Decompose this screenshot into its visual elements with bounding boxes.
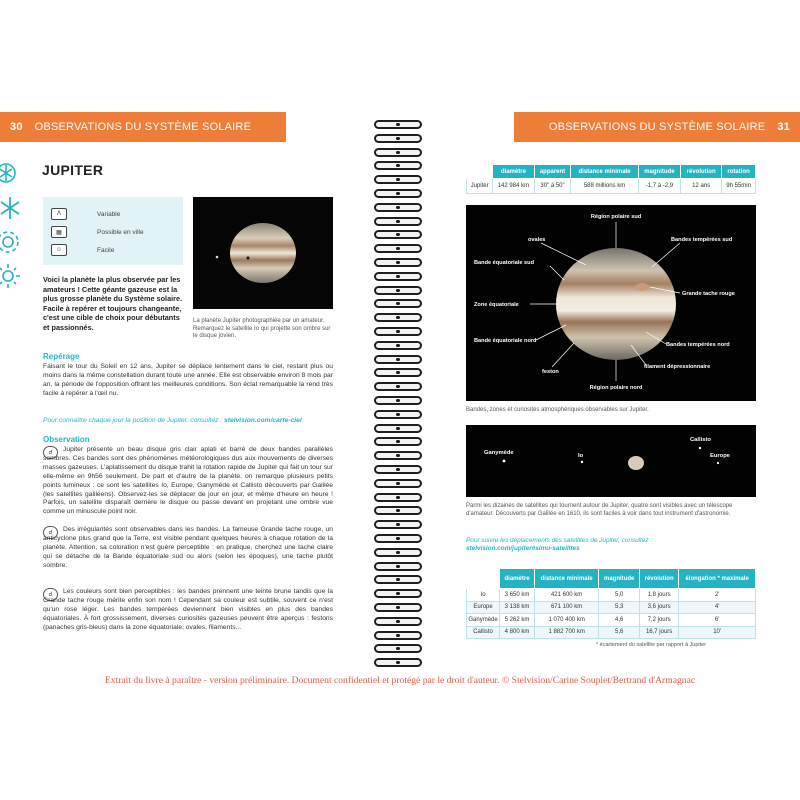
table-cell: Jupiter	[467, 179, 493, 194]
satellites-graphic	[466, 425, 756, 497]
spiral-ring	[374, 382, 422, 391]
satellites-caption: Parmi les dizaines de satellites qui tournent autour de Jupiter, quatre sont visibles avec un télescope d'amateur. Découverts par Galilée en 1610, ils sont faciles à voir dans tout instrument d'astronomie.	[466, 503, 733, 517]
label-temperate-north: Bandes tempérées nord	[666, 342, 730, 348]
jupiter-annotated-graphic	[466, 205, 756, 401]
table-header-row	[467, 165, 756, 179]
table-header-cell: distance minimale	[534, 569, 598, 589]
label-festoon: feston	[542, 369, 559, 375]
table-header-cell: distance minimale	[571, 165, 638, 179]
table-cell: -1,7 à -2,9	[638, 179, 681, 194]
satellites-simulation-link[interactable]: stelvision.com/jupiter#simu-satellites	[466, 545, 580, 553]
jupiter-photo	[193, 197, 333, 309]
table-cell: 4,6	[599, 614, 640, 627]
binoculars-icon: ☺	[51, 244, 67, 256]
spiral-ring	[374, 410, 422, 419]
photo-caption: La planète Jupiter photographiée par un amateur. Remarquez le satellite Io qui projette son ombre sur le disque jovien.	[193, 318, 331, 339]
spiral-ring	[374, 520, 422, 529]
left-page-header	[0, 112, 286, 142]
spiral-ring	[374, 341, 422, 350]
label-temperate-south: Bandes tempérées sud	[671, 237, 733, 243]
table-row	[467, 589, 756, 602]
table-header-cell: apparent	[534, 165, 571, 179]
snowflake-outline-icon	[0, 157, 22, 191]
spiral-ring	[374, 230, 422, 239]
season-icons	[0, 157, 22, 293]
table-cell: 671 100 km	[534, 601, 598, 614]
satellites-link-block	[466, 537, 756, 553]
info-label: Possible en ville	[97, 228, 144, 236]
table-cell: 10'	[679, 626, 756, 639]
table-footnote: * écartement du satellite par rapport à Jupiter	[596, 642, 707, 648]
spiral-ring	[374, 617, 422, 626]
label-io: Io	[578, 453, 584, 459]
section-reperage-title: Repérage	[43, 352, 80, 361]
right-section-title: OBSERVATIONS DU SYSTÈME SOLAIRE	[548, 121, 766, 133]
spiral-ring	[374, 258, 422, 267]
spiral-ring	[374, 575, 422, 584]
table-cell: Io	[467, 589, 500, 602]
gear-flower-icon	[0, 225, 22, 259]
label-europe: Europe	[710, 453, 730, 459]
section-observation-title: Observation	[43, 435, 90, 444]
spiral-ring	[374, 534, 422, 543]
jupiter-data-table	[466, 164, 756, 194]
table-cell: 6'	[679, 614, 756, 627]
table-cell: 588 millions km	[571, 179, 638, 194]
intro-paragraph: Voici la planète la plus observée par les amateurs ! Cette géante gazeuse est la plus grosse planète du Système solaire. Facile à repérer et toujours changeante, c'est une cible de choix pour débutants et passionnés.	[43, 275, 183, 332]
label-ovals: ovales	[528, 237, 546, 243]
info-row-city	[51, 223, 175, 241]
info-row-difficulty	[51, 241, 175, 259]
spiral-ring	[374, 217, 422, 226]
table-cell: 4'	[679, 601, 756, 614]
spiral-ring	[374, 437, 422, 446]
spiral-ring	[374, 355, 422, 364]
spiral-ring	[374, 299, 422, 308]
spiral-ring	[374, 451, 422, 460]
info-label: Facile	[97, 246, 115, 254]
table-row	[467, 626, 756, 639]
spiral-ring	[374, 493, 422, 502]
table-cell: 5 262 km	[500, 614, 535, 627]
table-cell: 1 070 400 km	[534, 614, 598, 627]
observation-paragraph-3: Les couleurs sont bien perceptibles : les bandes prennent une teinte brune tandis que la Grande tache rouge mérite enfin son nom ! Cependant sa couleur est subtile, souvent ce n'est qu'un rose léger. Les bandes tempérées deviennent bien visibles en plus des bandes équatoriales. À fort grossissement, diverses curiosités gazeuses peuvent être aperçus : festons (panaches gris-bleus) dans la zone équatoriale, ovales, filaments...	[43, 588, 333, 631]
table-cell: 1,8 jours	[640, 589, 679, 602]
mountain-icon: Λ	[51, 208, 67, 220]
reperage-link-line	[43, 417, 343, 426]
table-row	[467, 614, 756, 627]
telescope-small-icon: ☌	[43, 526, 58, 539]
label-callisto: Callisto	[690, 437, 711, 443]
spiral-ring	[374, 134, 422, 143]
label-ganymede: Ganymède	[484, 450, 514, 456]
table-cell: 7,2 jours	[640, 614, 679, 627]
table-header-cell: magnitude	[638, 165, 681, 179]
left-section-title: OBSERVATIONS DU SYSTÈME SOLAIRE	[34, 121, 252, 133]
book-spread	[0, 112, 800, 686]
table-cell: Callisto	[467, 626, 500, 639]
jupiter-annotated-photo	[466, 205, 756, 401]
spiral-ring	[374, 203, 422, 212]
spiral-ring	[374, 396, 422, 405]
label-polar-north: Région polaire nord	[589, 385, 643, 391]
table-cell: 421 600 km	[534, 589, 598, 602]
table-cell: 9h 55min	[722, 179, 756, 194]
table-cell: Europe	[467, 601, 500, 614]
table-header-cell: magnitude	[599, 569, 640, 589]
label-filament: filament dépressionnaire	[644, 364, 711, 370]
info-label: Variable	[97, 210, 121, 218]
jupiter-photo-graphic	[193, 197, 333, 309]
spiral-ring	[374, 327, 422, 336]
spiral-ring	[374, 644, 422, 653]
satellites-data-table	[466, 568, 756, 639]
spiral-ring	[374, 161, 422, 170]
table-cell: 4 800 km	[500, 626, 535, 639]
table-row	[467, 601, 756, 614]
table-cell: 5,3	[599, 601, 640, 614]
spiral-ring	[374, 548, 422, 557]
table-header-cell	[467, 165, 493, 179]
observation-paragraph-1: Jupiter présente un beau disque gris clair aplati et barré de deux bandes parallèles sombres. Ces bandes sont des phénomènes météorologiques dus aux mouvements de diverses masses gazeuses. L'aplatissement du disque trahit la rotation rapide de Jupiter qui fait un tour sur elle-même en 9h56 seulement. De part et d'autre de la planète, on remarque plusieurs petits points lumineux : ce sont les satellites Io, Europe, Ganymède et Callisto découverts par Galilée (les satellites galiléens). Observez-les se déplacer de jour en jour, et même d'heure en heure ! Parfois, un satellite disparaît derrière le disque ou passe devant en projetant une ombre vue comme un minuscule point noir.	[43, 446, 333, 516]
label-equatorial-zone: Zone équatoriale	[474, 302, 519, 308]
spiral-ring	[374, 465, 422, 474]
table-row	[467, 179, 756, 194]
spiral-ring	[374, 603, 422, 612]
spiral-ring	[374, 562, 422, 571]
spiral-ring	[374, 148, 422, 157]
table-header-cell: révolution	[681, 165, 722, 179]
table-header-cell: diamètre	[500, 569, 535, 589]
page-title: JUPITER	[42, 162, 104, 178]
label-red-spot: Grande tache rouge	[682, 291, 735, 297]
spiral-ring	[374, 631, 422, 640]
table-cell: 3 650 km	[500, 589, 535, 602]
snowflake-icon	[0, 191, 22, 225]
reperage-text: Faisant le tour du Soleil en 12 ans, Jupiter se déplace lentement dans le ciel, restant plus ou moins dans la même constellation durant toute une année. Elle est observable environ 8 mois par an, la période de l'opposition offrant les meilleures conditions. Son éclat remarquable la rend très facile à repérer à l'œil nu.	[43, 363, 333, 397]
spiral-ring	[374, 175, 422, 184]
table-header-cell: élongation * maximale	[679, 569, 756, 589]
spiral-ring	[374, 658, 422, 667]
sun-icon	[0, 259, 22, 293]
watermark-notice: Extrait du livre à paraître - version préliminaire. Document confidentiel et protégé par le droit d'auteur. © Stelvision/Carine Souplet/Bertrand d'Armagnac	[104, 675, 696, 686]
spiral-ring	[374, 479, 422, 488]
table-header-cell: diamètre	[493, 165, 534, 179]
spiral-ring	[374, 506, 422, 515]
table-cell: 12 ans	[681, 179, 722, 194]
label-polar-south: Région polaire sud	[590, 214, 642, 220]
annotated-photo-caption: Bandes, zones et curiosités atmosphériques observables sur Jupiter.	[466, 407, 649, 413]
observation-paragraph-2: Des irrégularités sont observables dans les bandes. La fameuse Grande tache rouge, un anticyclone plus grand que la Terre, est visible pendant quelques heures à chaque rotation de la planète. Attention, sa coloration n'est guère perceptible : en pratique, cherchez une tache claire qui se détache de la Bande équatoriale sud ou alors (selon les époques), une tache plutôt sombre.	[43, 526, 333, 569]
table-cell: Ganymède	[467, 614, 500, 627]
label-equatorial-north: Bande équatoriale nord	[474, 338, 537, 344]
spiral-ring	[374, 189, 422, 198]
spiral-ring	[374, 424, 422, 433]
binoculars-icon: ☌	[43, 446, 58, 459]
spiral-ring	[374, 368, 422, 377]
table-cell: 1 882 700 km	[534, 626, 598, 639]
label-equatorial-south: Bande équatoriale sud	[474, 260, 534, 266]
table-cell: 16,7 jours	[640, 626, 679, 639]
link-prefix: Pour connaître chaque jour la position de Jupiter, consultez :	[43, 417, 223, 424]
table-header-cell: rotation	[722, 165, 756, 179]
table-cell: 142 984 km	[493, 179, 534, 194]
link-prefix: Pour suivre les déplacements des satellites de Jupiter, consultez :	[466, 537, 653, 544]
building-icon: ▦	[51, 226, 67, 238]
right-page-header	[514, 112, 800, 142]
spiral-ring	[374, 589, 422, 598]
table-header-cell	[467, 569, 500, 589]
table-header-row	[467, 569, 756, 589]
carte-ciel-link[interactable]: stelvision.com/carte-ciel	[224, 417, 302, 424]
table-cell: 5,6	[599, 626, 640, 639]
spiral-ring	[374, 120, 422, 129]
info-box	[43, 197, 183, 265]
left-page-number: 30	[10, 121, 23, 133]
table-cell: 2'	[679, 589, 756, 602]
satellites-photo	[466, 425, 756, 497]
spiral-ring	[374, 286, 422, 295]
info-row-weather	[51, 205, 175, 223]
table-cell: 30" à 50"	[534, 179, 571, 194]
right-page-number: 31	[777, 121, 790, 133]
spiral-binding	[374, 120, 422, 675]
spiral-ring	[374, 272, 422, 281]
table-cell: 5,0	[599, 589, 640, 602]
table-header-cell: révolution	[640, 569, 679, 589]
table-cell: 3 138 km	[500, 601, 535, 614]
spiral-ring	[374, 244, 422, 253]
telescope-large-icon: ☌	[43, 588, 58, 601]
table-cell: 3,6 jours	[640, 601, 679, 614]
spiral-ring	[374, 313, 422, 322]
